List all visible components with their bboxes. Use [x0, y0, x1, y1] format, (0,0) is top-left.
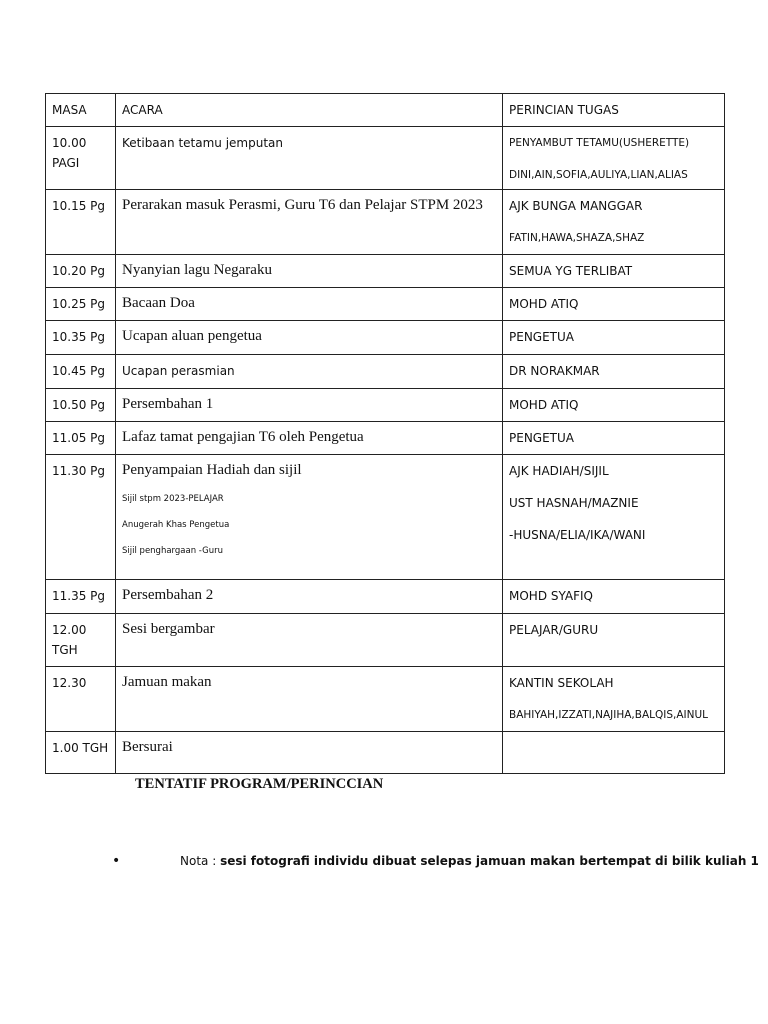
table-row — [46, 455, 725, 580]
table-row — [46, 389, 725, 422]
duty-text: KANTIN SEKOLAH — [509, 676, 614, 690]
duty-text: AJK BUNGA MANGGAR — [509, 199, 643, 213]
table-row — [46, 614, 725, 667]
table-row — [46, 422, 725, 455]
table-row — [46, 732, 725, 774]
header-perincian-tugas: PERINCIAN TUGAS — [503, 94, 725, 127]
table-row — [46, 190, 725, 255]
time-cell: 10.50 Pg — [46, 389, 116, 422]
duty-cell: PENGETUA — [503, 321, 725, 355]
event-cell: Persembahan 1 — [116, 389, 503, 422]
event-cell: Ucapan aluan pengetua — [116, 321, 503, 355]
duty-cell — [503, 667, 725, 732]
bullet-icon: • — [112, 853, 121, 869]
table-row — [46, 667, 725, 732]
duty-names: DINI,AIN,SOFIA,AULIYA,LIAN,ALIAS — [509, 169, 688, 181]
duty-cell: MOHD SYAFIQ — [503, 580, 725, 614]
duty-cell — [503, 732, 725, 774]
time-cell: 11.30 Pg — [46, 455, 116, 580]
duty-cell: DR NORAKMAR — [503, 355, 725, 389]
event-cell: Bacaan Doa — [116, 288, 503, 321]
duty-text: PENYAMBUT TETAMU(USHERETTE) — [509, 137, 690, 149]
time-cell: 11.35 Pg — [46, 580, 116, 614]
note-text — [180, 854, 759, 868]
time-cell: 10.25 Pg — [46, 288, 116, 321]
event-cell: Bersurai — [116, 732, 503, 774]
event-cell: Nyanyian lagu Negaraku — [116, 255, 503, 288]
time-cell — [46, 614, 116, 667]
duty-cell: PENGETUA — [503, 422, 725, 455]
table-row — [46, 288, 725, 321]
event-cell: Ucapan perasmian — [116, 355, 503, 389]
event-subitem: Sijil stpm 2023-PELAJAR — [122, 494, 224, 504]
event-cell: Perarakan masuk Perasmi, Guru T6 dan Pelajar STPM 2023 — [116, 190, 503, 255]
event-subitem: Sijil penghargaan -Guru — [122, 546, 224, 556]
table-row — [46, 127, 725, 190]
table-row — [46, 355, 725, 389]
duty-cell — [503, 190, 725, 255]
duty-cell: MOHD ATIQ — [503, 288, 725, 321]
time-cell: 10.20 Pg — [46, 255, 116, 288]
time-text: 12.00 — [52, 623, 87, 637]
duty-cell: MOHD ATIQ — [503, 389, 725, 422]
duty-cell: SEMUA YG TERLIBAT — [503, 255, 725, 288]
time-cell: 10.35 Pg — [46, 321, 116, 355]
time-text: 10.00 — [52, 136, 87, 150]
event-title: Penyampaian Hadiah dan sijil — [122, 462, 302, 478]
header-acara: ACARA — [116, 94, 503, 127]
time-cell — [46, 127, 116, 190]
schedule-table — [45, 93, 725, 774]
event-subitem: Anugerah Khas Pengetua — [122, 520, 230, 530]
document-title: TENTATIF PROGRAM/PERINCCIAN — [135, 776, 384, 792]
time-text: TGH — [52, 643, 78, 657]
event-cell: Ketibaan tetamu jemputan — [116, 127, 503, 190]
duty-text: AJK HADIAH/SIJIL — [509, 464, 609, 478]
duty-names: FATIN,HAWA,SHAZA,SHAZ — [509, 232, 645, 244]
event-cell: Lafaz tamat pengajian T6 oleh Pengetua — [116, 422, 503, 455]
time-cell: 1.00 TGH — [46, 732, 116, 774]
table-header-row — [46, 94, 725, 127]
time-cell: 11.05 Pg — [46, 422, 116, 455]
note-body: sesi fotografi individu dibuat selepas jamuan makan bertempat di bilik kuliah 1 — [220, 854, 759, 868]
note-prefix: Nota : — [180, 854, 221, 868]
table-row — [46, 580, 725, 614]
time-cell: 12.30 — [46, 667, 116, 732]
time-cell: 10.45 Pg — [46, 355, 116, 389]
duty-cell — [503, 455, 725, 580]
event-cell: Jamuan makan — [116, 667, 503, 732]
header-masa: MASA — [46, 94, 116, 127]
event-cell: Sesi bergambar — [116, 614, 503, 667]
table-row — [46, 255, 725, 288]
table-row — [46, 321, 725, 355]
duty-names: -HUSNA/ELIA/IKA/WANI — [509, 528, 646, 542]
time-text: PAGI — [52, 156, 80, 170]
duty-text: UST HASNAH/MAZNIE — [509, 496, 639, 510]
time-cell: 10.15 Pg — [46, 190, 116, 255]
event-cell — [116, 455, 503, 580]
duty-cell — [503, 127, 725, 190]
duty-names: BAHIYAH,IZZATI,NAJIHA,BALQIS,AINUL — [509, 709, 709, 721]
duty-cell: PELAJAR/GURU — [503, 614, 725, 667]
event-cell: Persembahan 2 — [116, 580, 503, 614]
